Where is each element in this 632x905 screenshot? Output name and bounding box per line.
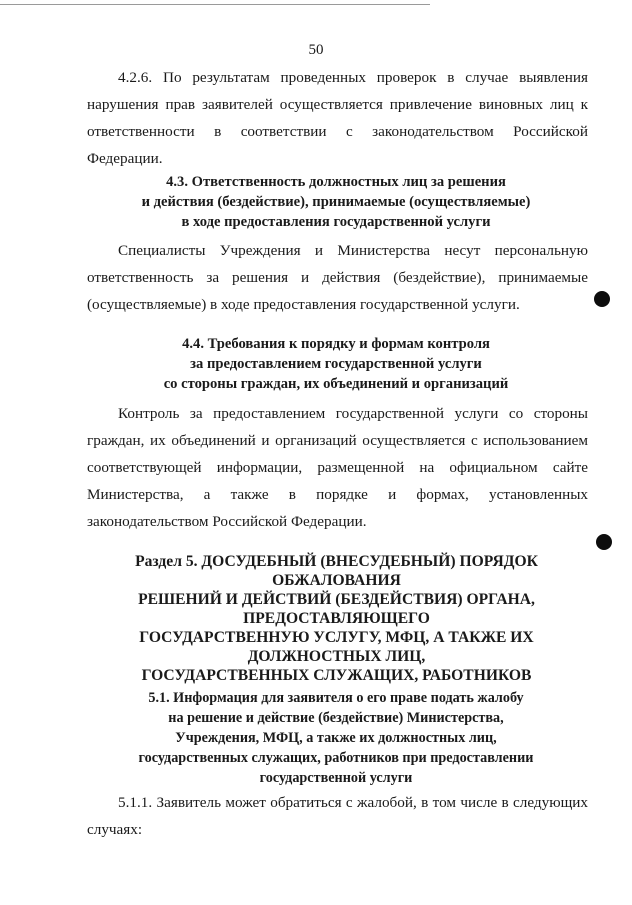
heading-5-1-line: государственной услуги [259,770,413,786]
heading-5-1 [80,688,592,788]
section-5-heading-line: РЕШЕНИЙ И ДЕЙСТВИЙ (БЕЗДЕЙСТВИЯ) ОРГАНА, [138,591,535,608]
paragraph-4-2-6: 4.2.6. По результатам проведенных проверок в случае выявления нарушения прав заявителей осуществляется привлечение виновных лиц к ответственности в соответствии с законодательством Российской Федерации. [87,69,588,167]
scan-top-rule [0,4,430,5]
heading-4-3-line: в ходе предоставления государственной услуги [181,214,491,230]
heading-4-3-line: 4.3. Ответственность должностных лиц за решения [166,174,506,190]
heading-5-1-line: государственных служащих, работников при предоставлении [138,750,534,766]
section-5-heading-line: ГОСУДАРСТВЕННЫХ СЛУЖАЩИХ, РАБОТНИКОВ [141,667,532,684]
section-5-heading-line: ПРЕДОСТАВЛЯЮЩЕГО [243,610,430,627]
heading-4-4 [60,334,612,394]
heading-4-4-line: 4.4. Требования к порядку и формам контроля [182,336,490,352]
section-5-heading [110,552,563,685]
heading-5-1-line: 5.1. Информация для заявителя о его праве подать жалобу [148,690,524,706]
heading-4-3-line: и действия (бездействие), принимаемые (осуществляемые) [141,194,531,210]
section-5-heading-line: ГОСУДАРСТВЕННУЮ УСЛУГУ, МФЦ, А ТАКЖЕ ИХ [139,629,534,646]
paragraph-5-1-1: 5.1.1. Заявитель может обратиться с жалобой, в том числе в следующих случаях: [87,794,588,838]
page-number: 50 [308,42,324,58]
punch-hole-mark [596,534,612,550]
paragraph-4-4: Контроль за предоставлением государственной услуги со стороны граждан, их объединений и организаций осуществляется с использованием соответствующей информации, размещенной на официальном сайте Министерства, а также в порядке и формах, установленных законодательством Российской Федерации. [87,405,588,530]
section-5-heading-line: Раздел 5. ДОСУДЕБНЫЙ (ВНЕСУДЕБНЫЙ) ПОРЯДОК [135,553,538,570]
heading-4-4-line: со стороны граждан, их объединений и организаций [163,376,509,392]
heading-5-1-line: на решение и действие (бездействие) Министерства, [168,710,504,726]
heading-4-3 [60,172,612,232]
paragraph-4-3: Специалисты Учреждения и Министерства несут персональную ответственность за решения и действия (бездействие), принимаемые (осуществляемые) в ходе предоставления государственной услуги. [87,242,588,313]
section-5-heading-line: ДОЛЖНОСТНЫХ ЛИЦ, [247,648,426,665]
heading-4-4-line: за предоставлением государственной услуги [190,356,482,372]
punch-hole-mark [594,291,610,307]
section-5-heading-line: ОБЖАЛОВАНИЯ [272,572,401,589]
heading-5-1-line: Учреждения, МФЦ, а также их должностных лиц, [175,730,497,746]
